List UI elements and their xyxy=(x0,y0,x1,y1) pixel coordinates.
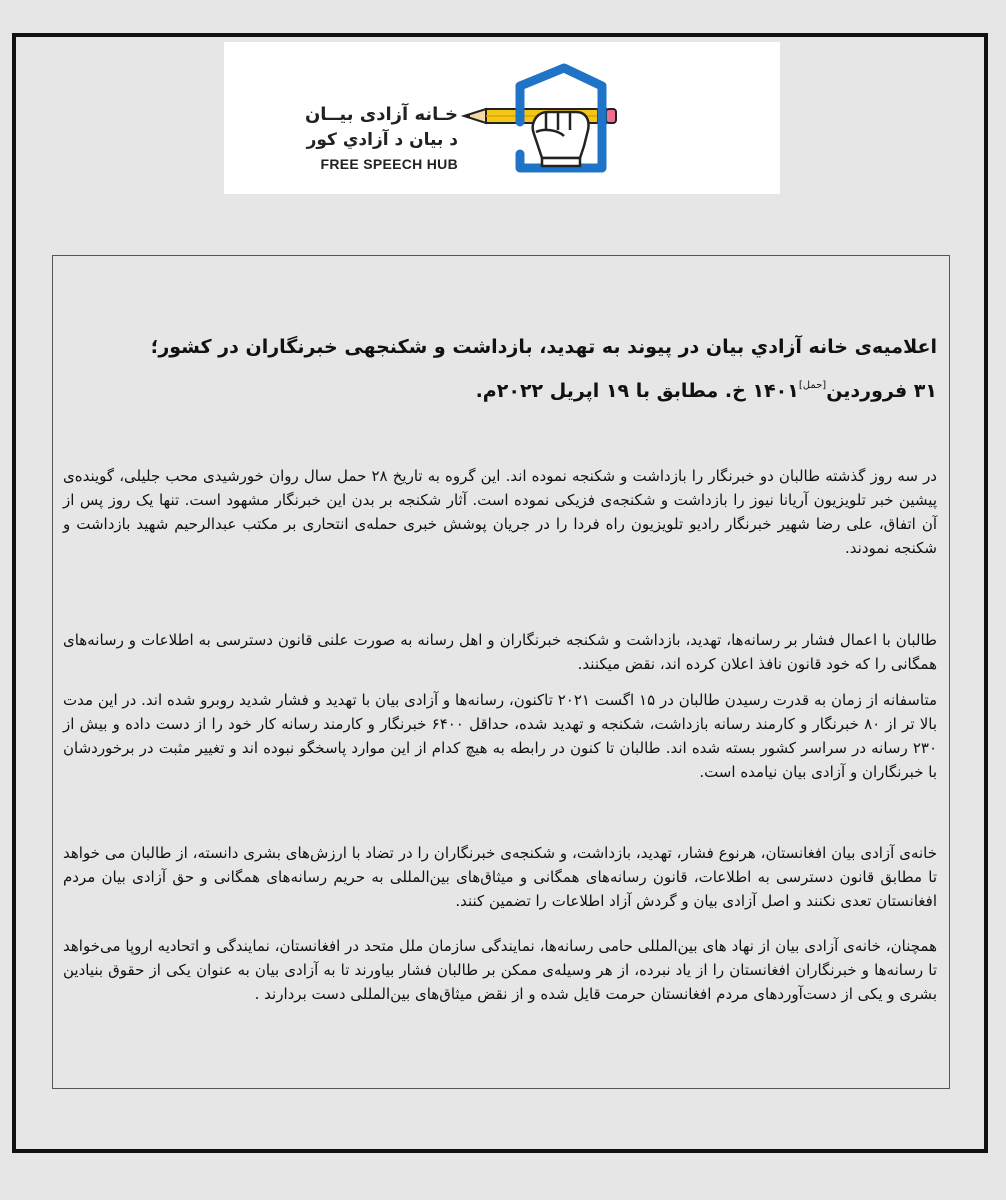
date-month-alt: [حمل] xyxy=(798,380,827,391)
paragraph: در سه روز گذشته طالبان دو خبرنگار را بازداشت و شکنجه نموده اند. این گروه به تاریخ ۲۸ حمل سال روان خورشیدی محب جلیلی، گوینده‌ی پیشین خبر تلویزیون آریانا نیوز را بازداشت و شکنجه‌ی فزیکی نموده است. آثار شکنجه بر بدن این خبرنگار مشهود است. تنها یک روز پس از آن اتفاق، علی رضا شهیر خبرنگار رادیو تلویزیون راه فردا را در جریان پوشش خبری حمله‌ی انتحاری بر مکتب عبدالرحیم شهید بازداشت و شکنجه نمودند. xyxy=(63,467,937,557)
logo-title-english: FREE SPEECH HUB xyxy=(320,156,458,172)
paragraph: خانه‌ی آزادی بیان افغانستان، هرنوع فشار، تهدید، بازداشت، و شکنجه‌ی خبرنگاران را در تضاد با ارزش‌های بشری دانسته، از طالبان می خواهد تا مطابق قانون دسترسی به اطلاعات، قانون رسانه‌های همگانی و میثاق‌های بین‌المللی به حریم رسانه‌های همگانی و حق آزادی بیان مردم افغانستان تعدی نکنند و اصل آزادی بیان و گردش آزاد اطلاعات را تضمین کنند. xyxy=(63,844,937,910)
logo-banner xyxy=(224,42,780,194)
date-day-month: ۳۱ فروردین xyxy=(826,380,937,402)
date-year: ۱۴۰۱ خ. مطابق با ۱۹ اپریل ۲۰۲۲م. xyxy=(475,380,799,402)
paragraph: متاسفانه از زمان به قدرت رسیدن طالبان در ۱۵ اگست ۲۰۲۱ تاکنون، رسانه‌ها و آزادی بیان با تهدید و فشار شدید روبرو شده اند. در این مدت بالا تر از ۸۰ خبرنگار و کارمند رسانه بازداشت، شکنجه و تهدید شده، حداقل ۶۴۰۰ خبرنگار و کارمند رسانه کار خود را از دست داده و بیش از ۲۳۰ رسانه در سراسر کشور بسته شده اند. طالبان تا کنون در رابطه به هیچ کدام از این موارد پاسخگو نبوده اند و تغییر مثبت در برخوردشان با خبرنگاران و آزادی بیان نیامده است. xyxy=(63,691,938,781)
document-date xyxy=(67,380,937,402)
logo-title-dari: خـانه آزادی بیــان xyxy=(304,104,458,125)
document-title: اعلامیه‌ی خانه آزادي بیان در پیوند به تهدید، بازداشت و شکنجهی خبرنگاران در کشور؛ xyxy=(150,336,937,358)
paragraph: همچنان، خانه‌ی آزادی بیان از نهاد های بین‌المللی حامی رسانه‌ها، نمایندگی سازمان ملل متحد در افغانستان، نمایندگی و اتحادیه اروپا می‌خواهد تا رسانه‌ها و خبرنگاران افغانستان را از یاد نبرده، از هر وسیله‌ی ممکن بر طالبان فشار بیاورند تا به آزادی بیان به عنوان یکی از حقوق بنیادین بشری و یکی از دست‌آوردهای مردم افغانستان حرمت قایل شده و از نقض میثاق‌های بین‌المللی دست بردارند . xyxy=(63,937,937,1003)
fist-icon xyxy=(533,112,589,166)
logo-title-pashto: د بیان د آزادي کور xyxy=(306,130,458,150)
paragraph: طالبان با اعمال فشار بر رسانه‌ها، تهدید، بازداشت و شکنجه خبرنگاران و اهل رسانه به صورت علنی قانون دسترسی به اطلاعات و رسانه‌های همگانی را که خود قانون نافذ اعلان کرده اند، نقض میکنند. xyxy=(63,631,937,673)
document-body xyxy=(52,255,950,1089)
